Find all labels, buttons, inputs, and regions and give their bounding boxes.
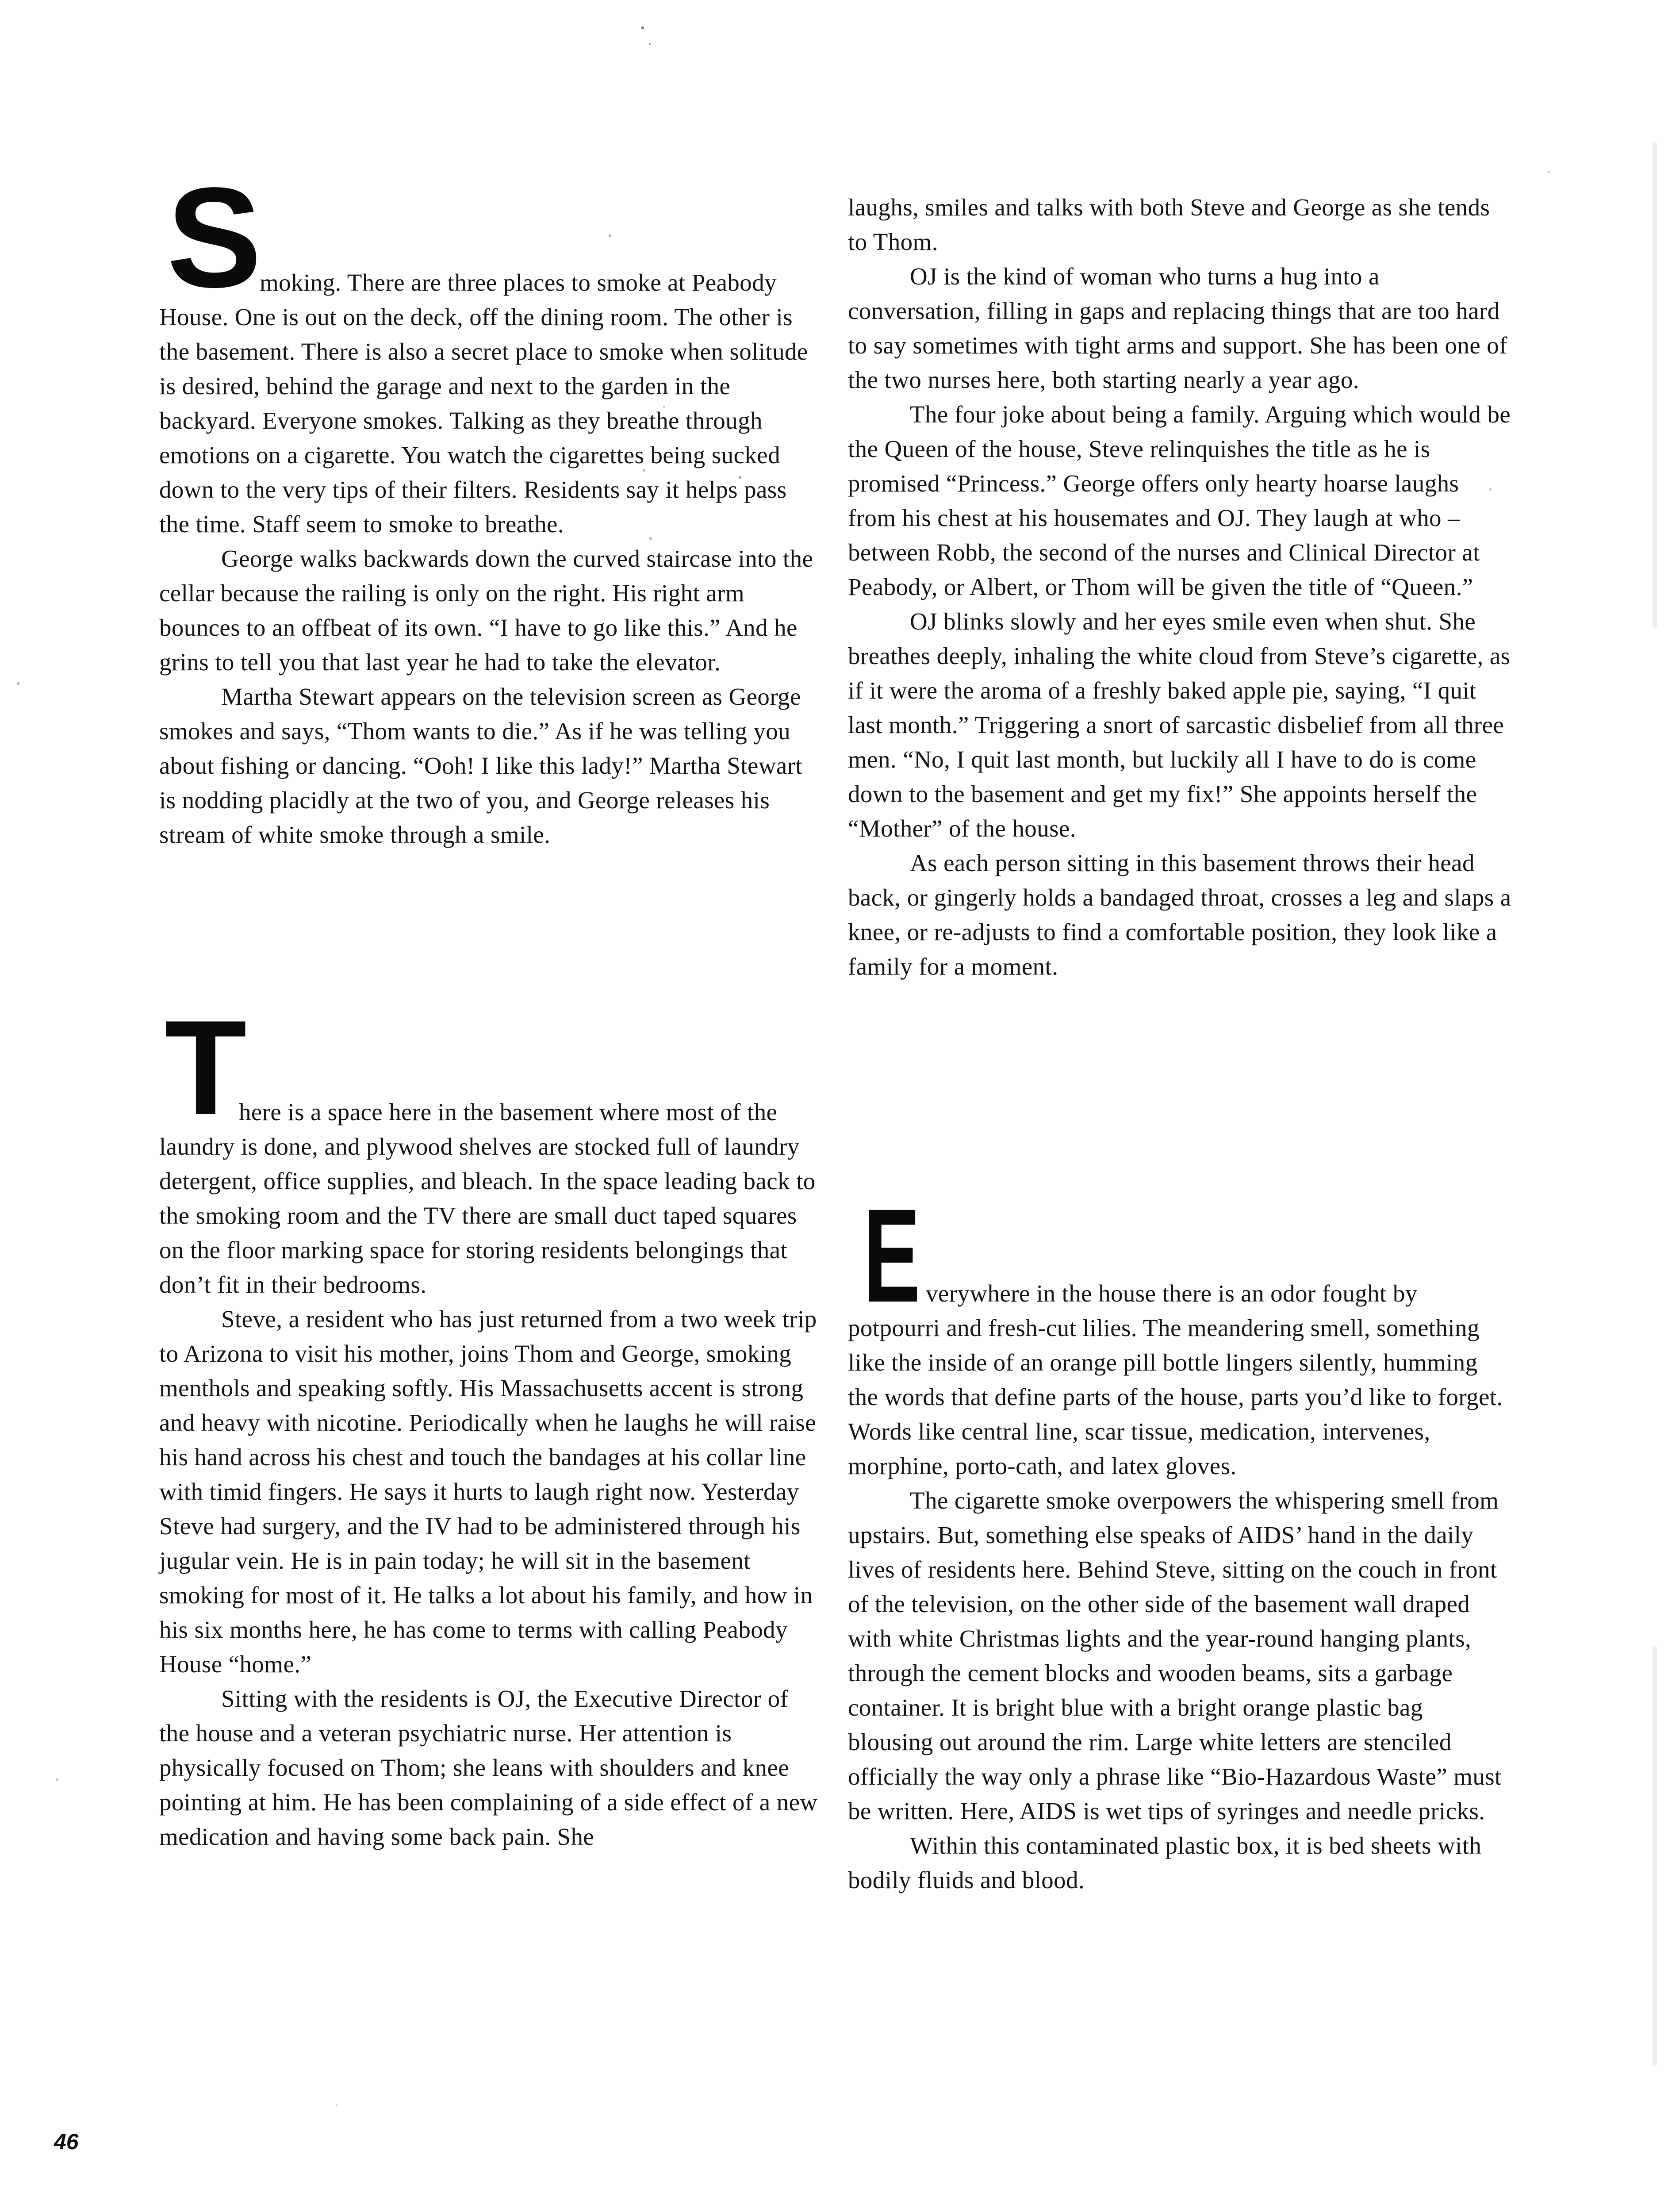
scan-edge-streak [1653, 1646, 1657, 2066]
paragraph-smoking-intro: moking. There are three places to smoke at Peabody House. One is out on the deck, off the dining room. The other is the basement. There is also a secret place to smoke when solitude is desired, behind the garage and next to the garden in the backyard. Everyone smokes. Talking as they breathe through emotions on a cigarette. You watch the cigarettes being sucked down to the very tips of their filters. Residents say it helps pass the time. Staff seem to smoke to breathe. [159, 269, 808, 538]
paragraph-contaminated-box: Within this contaminated plastic box, it is bed sheets with bodily fluids and blood. [848, 1832, 1482, 1893]
left-column-section-basement [159, 1095, 823, 1854]
page-number: 46 [54, 2129, 79, 2154]
drop-cap-s: S [167, 158, 262, 317]
paragraph-oj-blinks: OJ blinks slowly and her eyes smile even when shut. She breathes deeply, inhaling the white cloud from Steve’s cigarette, as if it were the aroma of a freshly baked apple pie, saying, “I quit last month.” Triggering a snort of sarcastic disbelief from all three men. “No, I quit last month, but luckily all I have to do is come down to the basement and get my fix!” She appoints herself the “Mother” of the house. [848, 608, 1511, 842]
paragraph-laughs-continuation: laughs, smiles and talks with both Steve and George as she tends to Thom. [848, 194, 1490, 255]
paragraph-sitting-with-oj: Sitting with the residents is OJ, the Executive Director of the house and a veteran psychiatric nurse. Her attention is physically focused on Thom; she leans with shoulders and knee pointing at him. He has been complaining of a side effect of a new medication and having some back pain. She [159, 1685, 818, 1850]
scan-edge-streak [1653, 142, 1657, 628]
scan-speck-artifacts [0, 0, 1, 1]
paragraph-four-joke-family: The four joke about being a family. Arguing which would be the Queen of the house, Steve relinquishes the title as he is promised “Princess.” George offers only hearty hoarse laughs from his chest at his housemates and OJ. They laugh at who – between Robb, the second of the nurses and Clinical Director at Peabody, or Albert, or Thom will be given the title of “Queen.” [848, 401, 1511, 600]
paragraph-family-moment: As each person sitting in this basement throws their head back, or gingerly holds a bandaged throat, crosses a leg and slaps a knee, or re-adjusts to find a comfortable position, they look like a family for a moment. [848, 849, 1511, 980]
drop-cap-t: T [165, 993, 247, 1143]
paragraph-cigarette-smoke-biohazard: The cigarette smoke overpowers the whispering smell from upstairs. But, something else speaks of AIDS’ hand in the daily lives of residents here. Behind Steve, sitting on the couch in front of the television, on the other side of the basement wall draped with white Christmas lights and the year-round hanging plants, through the cement blocks and wooden beams, sits a garbage container. It is bright blue with a bright orange plastic bag blousing out around the rim. Large white letters are stenciled officially the way only a phrase like “Bio-Hazardous Waste” must be written. Here, AIDS is wet tips of syringes and needle pricks. [848, 1487, 1502, 1824]
paragraph-steve-resident: Steve, a resident who has just returned from a two week trip to Arizona to visit his mother, joins Thom and George, smoking menthols and speaking softly. His Massachusetts accent is strong and heavy with nicotine. Periodically when he laughs he will raise his hand across his chest and touch the bandages at his collar line with timid fingers. He says it hurts to laugh right now. Yesterday Steve had surgery, and the IV had to be administered through his jugular vein. He is in pain today; he will sit in the basement smoking for most of it. He talks a lot about his family, and how in his six months here, he has come to terms with calling Peabody House “home.” [159, 1306, 817, 1678]
paragraph-george-staircase: George walks backwards down the curved staircase into the cellar because the railing is only on the right. His right arm bounces to an offbeat of its own. “I have to go like this.” And he grins to tell you that last year he had to take the elevator. [159, 545, 813, 676]
paragraph-basement-space: here is a space here in the basement where most of the laundry is done, and plywood shelves are stocked full of laundry detergent, office supplies, and bleach. In the space leading back to the smoking room and the TV there are small duct taped squares on the floor marking space for storing residents belongings that don’t fit in their bedrooms. [159, 1098, 816, 1298]
right-column-continuation [848, 190, 1511, 984]
paragraph-martha-stewart: Martha Stewart appears on the television screen as George smokes and says, “Thom wants to die.” As if he was telling you about fishing or dancing. “Ooh! I like this lady!” Martha Stewart is nodding placidly at the two of you, and George releases his stream of white smoke through a smile. [159, 683, 803, 848]
paragraph-everywhere-odor: verywhere in the house there is an odor fought by potpourri and fresh-cut lilies. The meandering smell, something like the inside of an orange pill bottle lingers silently, humming the words that define parts of the house, parts you’d like to forget. Words like central line, scar tissue, medication, intervenes, morphine, porto-cath, and latex gloves. [848, 1280, 1503, 1479]
drop-cap-e: E [863, 1181, 920, 1330]
right-column-section-odor [848, 1276, 1511, 1897]
paragraph-oj-hug: OJ is the kind of woman who turns a hug into a conversation, filling in gaps and replacing things that are too hard to say sometimes with tight arms and support. She has been one of the two nurses here, both starting nearly a year ago. [848, 263, 1507, 393]
left-column-section-smoking [159, 265, 823, 852]
